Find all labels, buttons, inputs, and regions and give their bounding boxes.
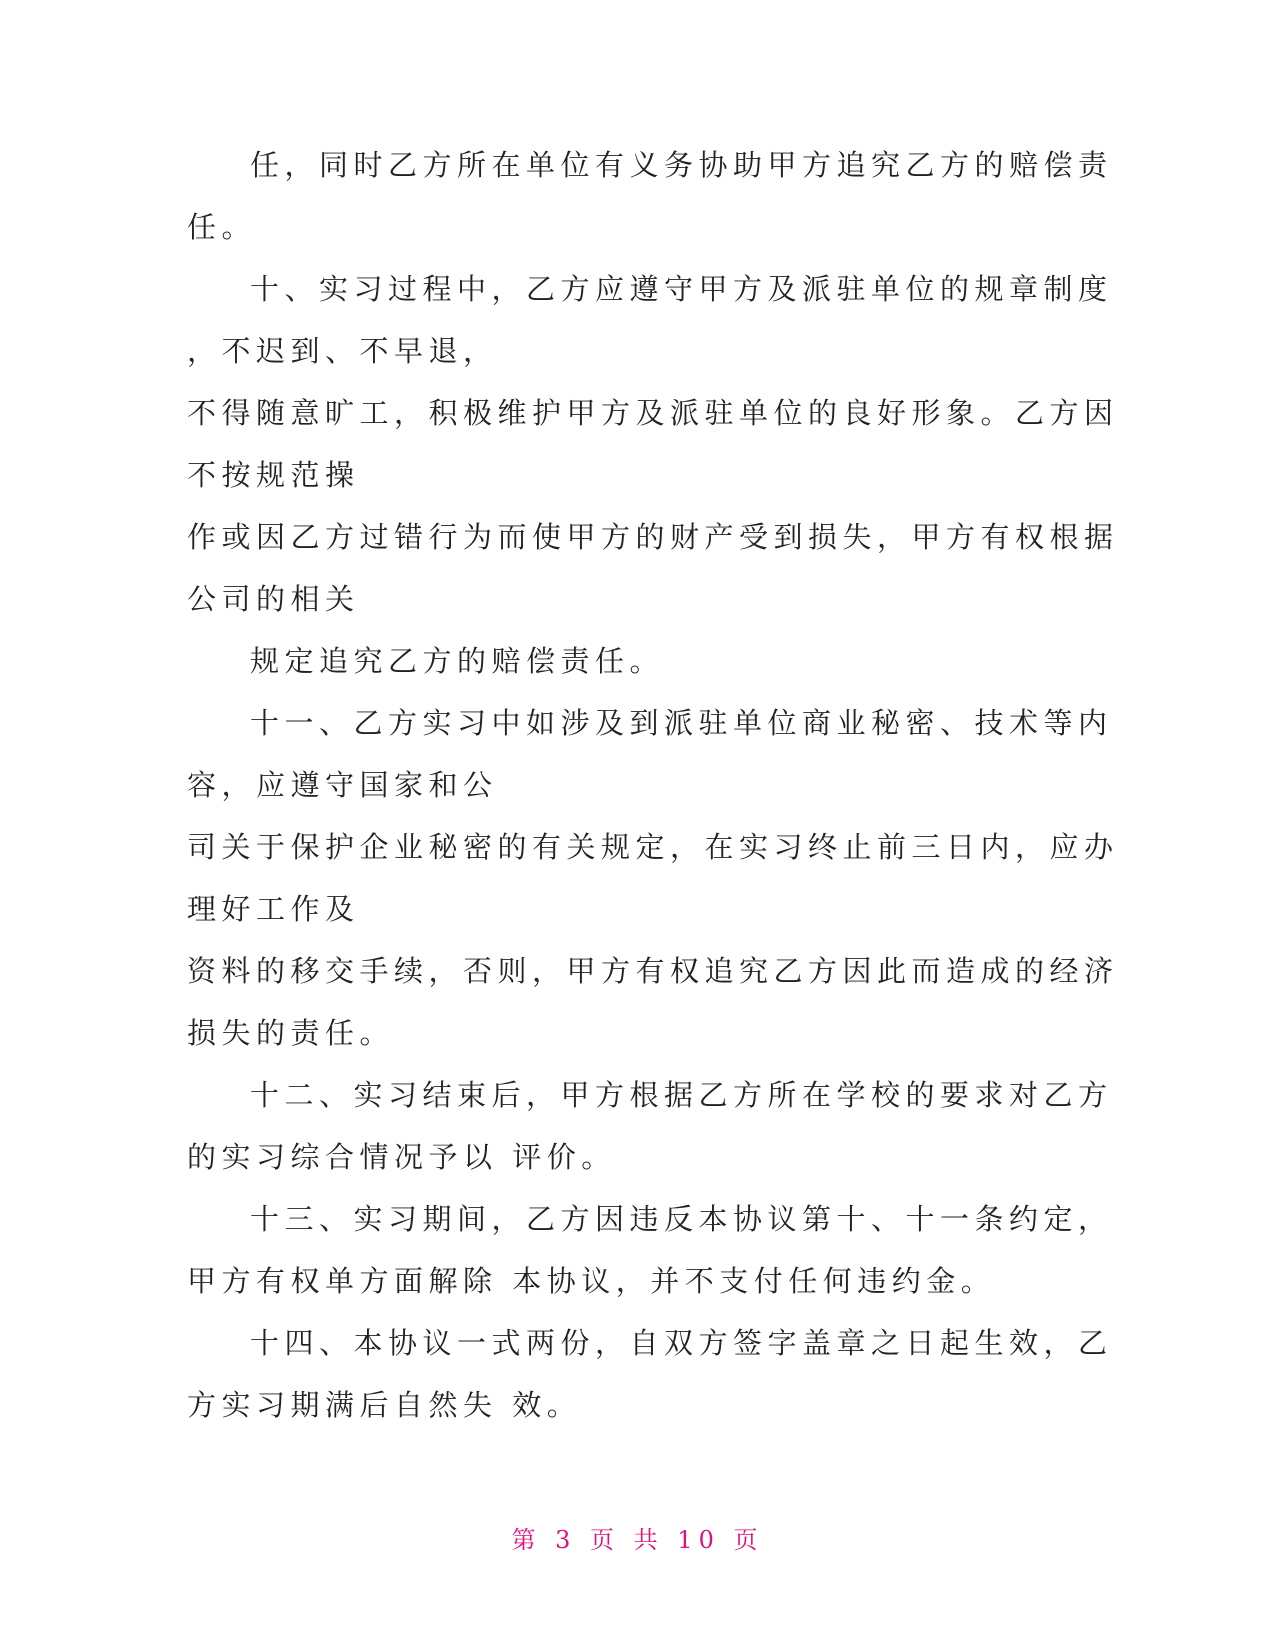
text-line: 不得随意旷工，积极维护甲方及派驻单位的良好形象。乙方因 — [187, 396, 1119, 430]
text-line: 容，应遵守国家和公 — [187, 768, 498, 802]
text-line: 十、实习过程中，乙方应遵守甲方及派驻单位的规章制度 — [250, 272, 1113, 306]
text-line: ，不迟到、不早退， — [187, 334, 498, 368]
text-line: 不按规范操 — [187, 458, 360, 492]
text-line: 方实习期满后自然失 效。 — [187, 1388, 582, 1422]
text-line: 任，同时乙方所在单位有义务协助甲方追究乙方的赔偿责 — [250, 148, 1113, 182]
text-line: 的实习综合情况予以 评价。 — [187, 1140, 616, 1174]
text-line: 十四、本协议一式两份，自双方签字盖章之日起生效，乙 — [250, 1326, 1113, 1360]
page-number-footer: 第 3 页 共 10 页 — [511, 1526, 764, 1554]
text-line: 作或因乙方过错行为而使甲方的财产受到损失，甲方有权根据 — [187, 520, 1119, 554]
text-line: 公司的相关 — [187, 582, 360, 616]
text-line: 十一、乙方实习中如涉及到派驻单位商业秘密、技术等内 — [250, 706, 1113, 740]
text-line: 规定追究乙方的赔偿责任。 — [250, 644, 665, 678]
text-line: 司关于保护企业秘密的有关规定，在实习终止前三日内，应办 — [187, 830, 1119, 864]
text-line: 甲方有权单方面解除 本协议，并不支付任何违约金。 — [187, 1264, 996, 1298]
text-line: 任。 — [187, 210, 257, 244]
text-line: 十三、实习期间，乙方因违反本协议第十、十一条约定， — [250, 1202, 1113, 1236]
text-line: 十二、实习结束后，甲方根据乙方所在学校的要求对乙方 — [250, 1078, 1113, 1112]
text-line: 损失的责任。 — [187, 1016, 395, 1050]
text-line: 理好工作及 — [187, 892, 360, 926]
text-line: 资料的移交手续，否则，甲方有权追究乙方因此而造成的经济 — [187, 954, 1119, 988]
